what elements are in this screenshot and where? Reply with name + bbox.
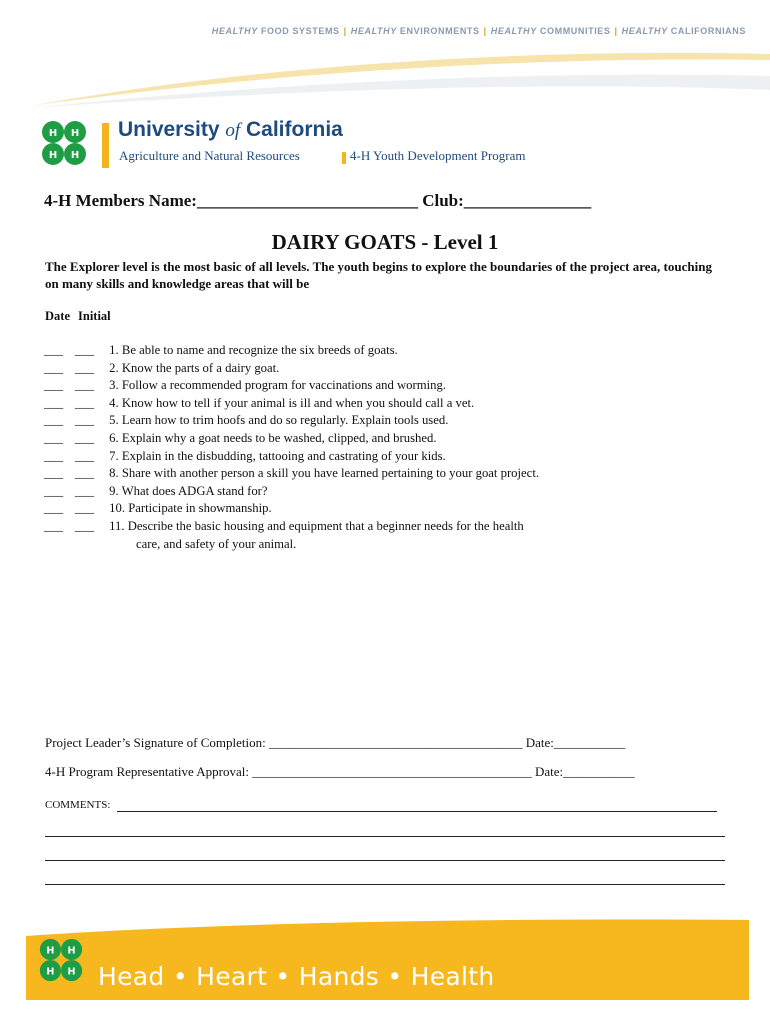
- checklist: [44, 342, 744, 553]
- org-division: Agriculture and Natural Resources: [119, 148, 300, 163]
- list-item: ___ ___ 6. Explain why a goat needs to be washed, clipped, and brushed.: [44, 430, 744, 448]
- svg-text:H: H: [70, 150, 80, 161]
- initial-blank: ___: [75, 378, 95, 393]
- date-blank: ___: [44, 430, 64, 445]
- column-header-initial: Initial: [78, 309, 111, 323]
- comments-label: COMMENTS:: [45, 799, 111, 811]
- tagline-item: HEALTHY CALIFORNIANS: [621, 26, 746, 36]
- comment-line: [45, 836, 725, 837]
- initial-blank: ___: [75, 501, 95, 516]
- initial-blank: ___: [75, 413, 95, 428]
- column-headers: [45, 309, 111, 324]
- representative-approval-line: 4-H Program Representative Approval: ___________________________________________ Date:___________: [45, 764, 635, 779]
- date-blank: ___: [44, 483, 64, 498]
- svg-text:H: H: [48, 128, 58, 139]
- initial-blank: ___: [75, 448, 95, 463]
- column-header-date: Date: [45, 309, 70, 323]
- initial-blank: ___: [75, 518, 95, 533]
- list-item: ___ ___ 8. Share with another person a skill you have learned pertaining to your goat project.: [44, 465, 744, 483]
- initial-blank: ___: [75, 343, 95, 357]
- list-item-continuation: care, and safety of your animal.: [136, 536, 297, 551]
- date-blank: ___: [44, 378, 64, 393]
- page-title: DAIRY GOATS - Level 1: [271, 230, 499, 254]
- list-item: ___ ___ 9. What does ADGA stand for?: [44, 483, 744, 501]
- leader-signature-line: Project Leader’s Signature of Completion: _______________________________________ Date:___________: [45, 735, 626, 750]
- list-item: ___ ___ 7. Explain in the disbudding, tattooing and castrating of your kids.: [44, 448, 744, 466]
- svg-text:H: H: [67, 966, 76, 978]
- initial-blank: ___: [75, 483, 95, 498]
- date-blank: ___: [44, 518, 64, 533]
- header-swoosh: [0, 36, 770, 116]
- list-item: ___ ___ 11. Describe the basic housing and equipment that a beginner needs for the health care, and safety of your animal.: [44, 518, 744, 553]
- date-blank: ___: [44, 395, 64, 410]
- four-leaf-clover-icon: [36, 935, 86, 985]
- list-item: ___ ___ 5. Learn how to trim hoofs and do so regularly. Explain tools used.: [44, 412, 744, 430]
- member-name-club-line: 4-H Members Name:__________________________ Club:_______________: [44, 191, 592, 210]
- svg-text:H: H: [46, 966, 55, 978]
- tagline-item: HEALTHY COMMUNITIES: [490, 26, 611, 36]
- intro-paragraph: The Explorer level is the most basic of all levels. The youth begins to explore the boundaries of the project area, touching on many skills and knowledge areas that will be: [45, 259, 712, 291]
- list-item: ___ ___ 1. Be able to name and recognize the six breeds of goats.: [44, 342, 744, 360]
- svg-text:H: H: [67, 945, 76, 957]
- initial-blank: ___: [75, 430, 95, 445]
- date-blank: ___: [44, 501, 64, 516]
- date-blank: ___: [44, 413, 64, 428]
- logo-divider-bar: [102, 123, 109, 168]
- list-item: ___ ___ 2. Know the parts of a dairy goat.: [44, 360, 744, 378]
- date-blank: ___: [44, 448, 64, 463]
- initial-blank: ___: [75, 466, 95, 481]
- comment-line: [117, 811, 717, 812]
- svg-text:H: H: [46, 945, 55, 957]
- date-blank: ___: [44, 466, 64, 481]
- date-blank: ___: [44, 343, 64, 357]
- program-name: 4-H Youth Development Program: [350, 148, 526, 163]
- four-leaf-clover-icon: [38, 117, 90, 169]
- list-item: ___ ___ 3. Follow a recommended program for vaccinations and worming.: [44, 377, 744, 395]
- initial-blank: ___: [75, 395, 95, 410]
- org-name: University of California: [118, 118, 343, 141]
- list-item: ___ ___ 10. Participate in showmanship.: [44, 500, 744, 518]
- comment-line: [45, 860, 725, 861]
- tagline-item: HEALTHY FOOD SYSTEMS: [211, 26, 340, 36]
- svg-text:H: H: [48, 150, 58, 161]
- header-tagline: HEALTHY FOOD SYSTEMS | HEALTHY ENVIRONMENTS | HEALTHY COMMUNITIES | HEALTHY CALIFORNIANS: [211, 26, 746, 36]
- tagline-item: HEALTHY ENVIRONMENTS: [350, 26, 480, 36]
- initial-blank: ___: [75, 360, 95, 375]
- comment-line: [45, 884, 725, 885]
- footer-slogan: Head • Heart • Hands • Health: [98, 962, 495, 991]
- svg-text:H: H: [70, 128, 80, 139]
- date-blank: ___: [44, 360, 64, 375]
- program-marker: [342, 152, 346, 164]
- list-item: ___ ___ 4. Know how to tell if your animal is ill and when you should call a vet.: [44, 395, 744, 413]
